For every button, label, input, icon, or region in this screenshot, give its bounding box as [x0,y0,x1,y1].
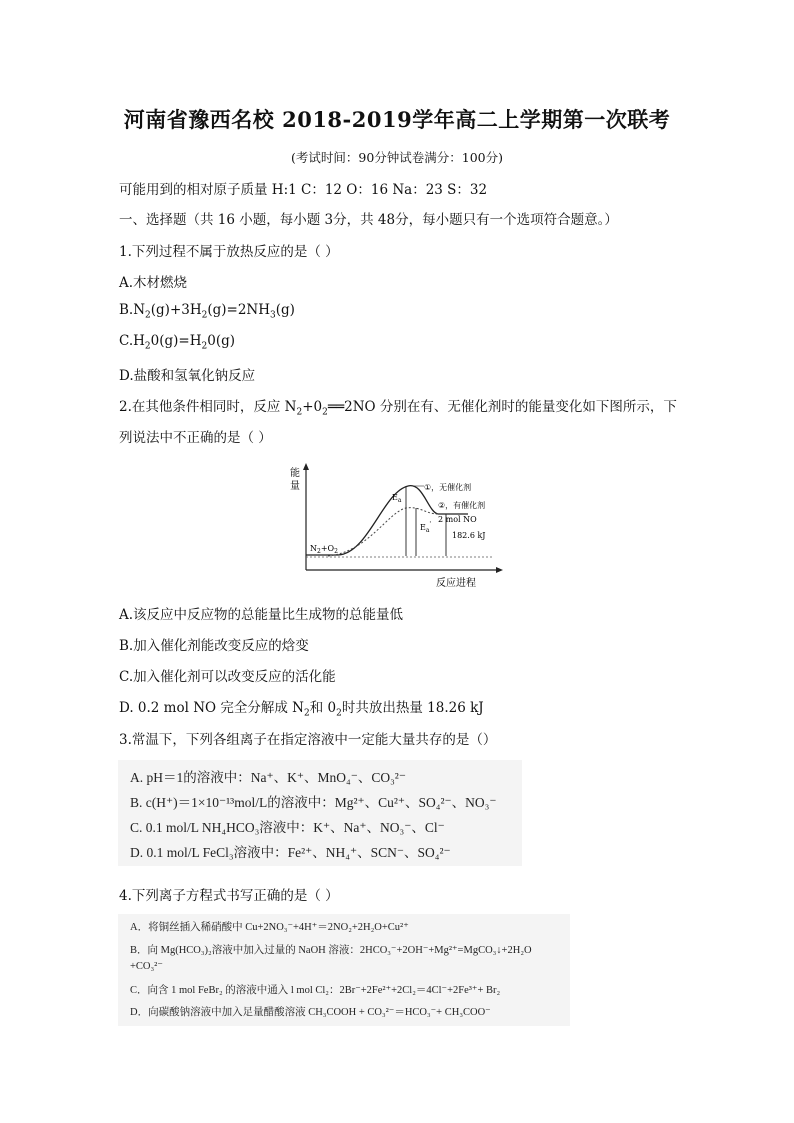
q1-stem: 1.下列过程不属于放热反应的是（ ） [119,244,339,260]
product-label: 2 mol NO [438,515,477,524]
q4-option-c: C．向含 1 mol FeBr₂ 的溶液中通入 l mol Cl₂：2Br⁻+2Fe²⁺+2Cl₂＝4Cl⁻+2Fe³⁺+ Br₂ [130,985,501,996]
exam-title: 河南省豫西名校 2018-2019学年高二上学期第一次联考 [123,107,671,132]
q4-option-b: B．向 Mg(HCO₃)₂溶液中加入过量的 NaOH 溶液：2HCO₃⁻+2OH⁻+Mg²⁺=MgCO₃↓+2H₂O [130,945,532,956]
q3-option-a: A. pH＝1的溶液中：Na⁺、K⁺、MnO₄⁻、CO₃²⁻ [130,770,406,785]
energy-label: 182.6 kJ [452,531,486,540]
q3-stem: 3.常温下，下列各组离子在指定溶液中一定能大量共存的是（） [119,732,497,748]
y-label-1: 能 [290,468,300,479]
reactant-label: $N_2+O_2$ [310,544,338,555]
q2-option-b: B.加入催化剂能改变反应的焓变 [119,638,309,654]
q1-option-b: $B.N_2(g)+3H_2(g)=2NH_3(g)$ [119,302,295,321]
ea-prime-label: $E_a'$ [420,521,432,534]
q1-option-c: $C.H_20(g)=H_20(g)$ [119,333,236,352]
y-label-2: 量 [290,481,300,492]
energy-diagram [288,462,508,588]
x-axis-arrow [496,567,503,573]
y-axis-arrow [303,463,309,470]
q3-option-d: D. 0.1 mol/L FeCl₃溶液中：Fe²⁺、NH₄⁺、SCN⁻、SO₄²⁻ [130,845,451,860]
q3-option-b: B. c(H⁺)＝1×10⁻¹³mol/L的溶液中：Mg²⁺、Cu²⁺、SO₄²⁻、NO₃⁻ [130,795,497,810]
curve2-label: ②，有催化剂 [438,501,486,510]
q2-option-d: D. 0.2 mol NO 完全分解成 $N_2$和 $0_2$时共放出热量 18.26 kJ [119,700,484,719]
q1-option-d: D.盐酸和氢氧化钠反应 [119,368,256,384]
atomic-mass-line: 可能用到的相对原子质量 H:1 C：12 O：16 Na：23 S：32 [119,182,488,198]
q3-options-image [118,760,522,866]
q4-stem: 4.下列离子方程式书写正确的是（ ） [119,888,339,904]
q2-stem-continued: 列说法中不正确的是（ ） [119,430,272,446]
q3-option-c: C. 0.1 mol/L NH₄HCO₃溶液中：K⁺、Na⁺、NO₃⁻、Cl⁻ [130,820,445,835]
section-heading: 一、选择题（共 16 小题，每小题 3分，共 48分，每小题只有一个选项符合题意。） [119,212,618,228]
x-label: 反应进程 [436,578,476,588]
q4-option-d: D．向碳酸钠溶液中加入足量醋酸溶液 CH₃COOH + CO₃²⁻＝HCO₃⁻+ CH₃COO⁻ [130,1007,491,1018]
q2-option-a: A.该反应中反应物的总能量比生成物的总能量低 [119,607,404,623]
q4-option-a: A．将铜丝插入稀硝酸中 Cu+2NO₃⁻+4H⁺＝2NO₂+2H₂O+Cu²⁺ [130,922,409,933]
q4-options-image [118,914,570,1026]
q1-option-a: A.木材燃烧 [119,275,188,291]
q2-stem: 2.在其他条件相同时，反应 $N_2+0_2══2NO$ 分别在有、无催化剂时的能量变化如下图所示，下 [119,399,677,418]
curve1-label: ①，无催化剂 [424,483,472,492]
q4-option-b-continued: +CO₃²⁻ [130,961,163,972]
exam-subtitle: (考试时间：90分钟试卷满分：100分) [290,150,504,165]
ea-label: $E_a$ [392,493,402,504]
q2-option-c: C.加入催化剂可以改变反应的活化能 [119,669,336,685]
